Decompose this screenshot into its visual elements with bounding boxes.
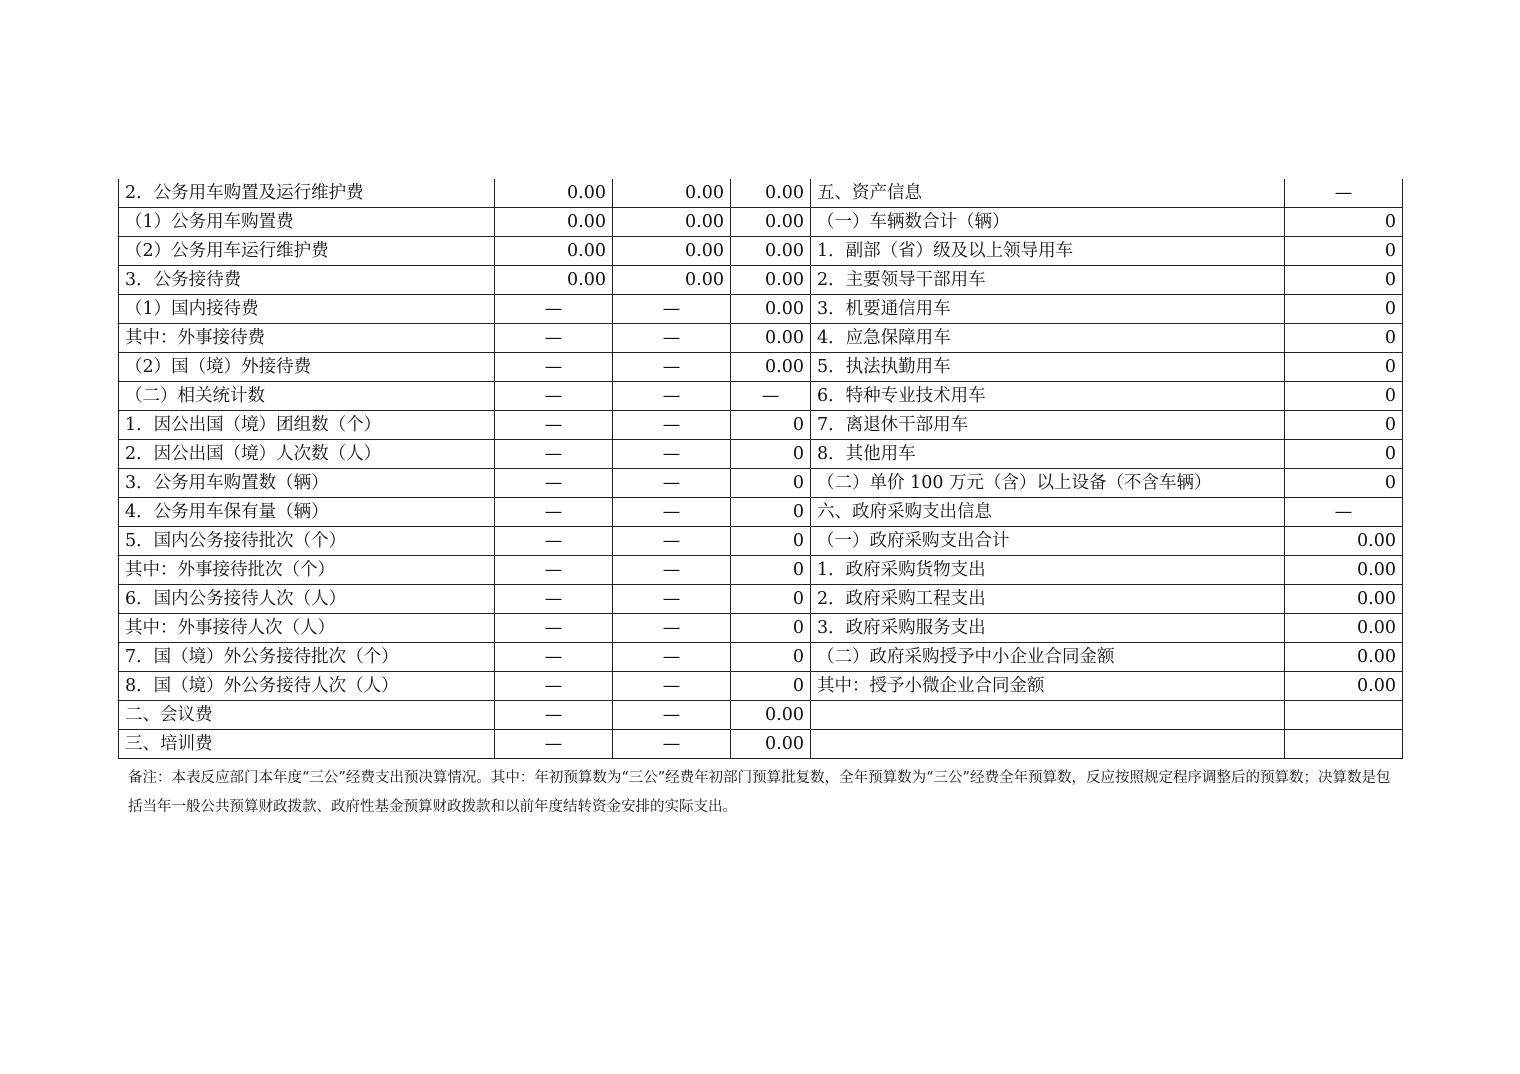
table-row xyxy=(119,614,1403,643)
budget-table xyxy=(118,179,1403,759)
right-item-label: 其中：授予小微企业合同金额 xyxy=(811,672,1285,701)
right-item-label: 1．政府采购货物支出 xyxy=(811,556,1285,585)
left-item-label: 5．国内公务接待批次（个） xyxy=(119,527,495,556)
right-item-label: （一）政府采购支出合计 xyxy=(811,527,1285,556)
left-value-b: — xyxy=(613,672,731,701)
left-value-a: — xyxy=(495,730,613,759)
left-item-label: （1）公务用车购置费 xyxy=(119,208,495,237)
left-value-b: — xyxy=(613,556,731,585)
left-value-b: 0.00 xyxy=(613,237,731,266)
left-value-a: — xyxy=(495,295,613,324)
left-item-label: 3．公务接待费 xyxy=(119,266,495,295)
right-value: 0 xyxy=(1285,353,1403,382)
left-value-c: 0 xyxy=(731,556,811,585)
right-value: 0.00 xyxy=(1285,643,1403,672)
left-item-label: 3．公务用车购置数（辆） xyxy=(119,469,495,498)
left-value-b: — xyxy=(613,614,731,643)
table-row xyxy=(119,498,1403,527)
right-item-label: 3．机要通信用车 xyxy=(811,295,1285,324)
left-item-label: 其中：外事接待费 xyxy=(119,324,495,353)
left-value-c: 0 xyxy=(731,643,811,672)
right-value: 0 xyxy=(1285,324,1403,353)
table-row xyxy=(119,295,1403,324)
right-item-label: 6．特种专业技术用车 xyxy=(811,382,1285,411)
left-item-label: （二）相关统计数 xyxy=(119,382,495,411)
left-value-c: 0.00 xyxy=(731,353,811,382)
right-item-label: 7．离退休干部用车 xyxy=(811,411,1285,440)
right-item-label xyxy=(811,730,1285,759)
right-item-label: 2．政府采购工程支出 xyxy=(811,585,1285,614)
left-item-label: 二、会议费 xyxy=(119,701,495,730)
right-value: 0 xyxy=(1285,266,1403,295)
left-value-a: — xyxy=(495,469,613,498)
left-item-label: 其中：外事接待人次（人） xyxy=(119,614,495,643)
right-value: 0 xyxy=(1285,440,1403,469)
right-value: 0 xyxy=(1285,295,1403,324)
right-value: 0.00 xyxy=(1285,556,1403,585)
left-value-a: — xyxy=(495,527,613,556)
left-value-c: 0 xyxy=(731,672,811,701)
left-value-b: — xyxy=(613,730,731,759)
left-value-b: — xyxy=(613,353,731,382)
right-value: 0.00 xyxy=(1285,527,1403,556)
left-value-c: 0.00 xyxy=(731,324,811,353)
right-item-label: 2．主要领导干部用车 xyxy=(811,266,1285,295)
left-value-c: 0 xyxy=(731,498,811,527)
left-value-c: 0 xyxy=(731,585,811,614)
left-value-c: 0.00 xyxy=(731,266,811,295)
table-row xyxy=(119,701,1403,730)
table-footnote: 备注：本表反应部门本年度“三公”经费支出预决算情况。其中：年初预算数为“三公”经费年初部门预算批复数，全年预算数为“三公”经费全年预算数，反应按照规定程序调整后的预算数；决算数是包括当年一般公共预算财政拨款、政府性基金预算财政拨款和以前年度结转资金安排的实际支出。 xyxy=(128,770,1391,815)
left-value-b: — xyxy=(613,527,731,556)
left-value-b: — xyxy=(613,440,731,469)
left-item-label: 2．因公出国（境）人次数（人） xyxy=(119,440,495,469)
right-item-label: 1．副部（省）级及以上领导用车 xyxy=(811,237,1285,266)
left-value-a: — xyxy=(495,643,613,672)
left-value-b: — xyxy=(613,411,731,440)
left-value-c: 0 xyxy=(731,440,811,469)
table-row xyxy=(119,440,1403,469)
table-row xyxy=(119,266,1403,295)
left-value-c: 0.00 xyxy=(731,295,811,324)
left-value-b: — xyxy=(613,324,731,353)
left-value-b: — xyxy=(613,295,731,324)
table-row xyxy=(119,730,1403,759)
left-item-label: 其中：外事接待批次（个） xyxy=(119,556,495,585)
left-value-a: — xyxy=(495,614,613,643)
table-row xyxy=(119,411,1403,440)
left-value-c: 0.00 xyxy=(731,701,811,730)
right-value: 0.00 xyxy=(1285,585,1403,614)
left-value-a: — xyxy=(495,440,613,469)
table-row xyxy=(119,527,1403,556)
table-row xyxy=(119,585,1403,614)
right-item-label: 3．政府采购服务支出 xyxy=(811,614,1285,643)
left-item-label: （2）国（境）外接待费 xyxy=(119,353,495,382)
left-value-a: 0.00 xyxy=(495,237,613,266)
left-item-label: 8．国（境）外公务接待人次（人） xyxy=(119,672,495,701)
table-row xyxy=(119,382,1403,411)
right-item-label: 8．其他用车 xyxy=(811,440,1285,469)
table-row xyxy=(119,643,1403,672)
right-value xyxy=(1285,730,1403,759)
left-item-label: 4．公务用车保有量（辆） xyxy=(119,498,495,527)
right-item-label xyxy=(811,701,1285,730)
left-value-a: — xyxy=(495,324,613,353)
left-value-c: 0.00 xyxy=(731,237,811,266)
left-value-a: — xyxy=(495,672,613,701)
left-item-label: 2．公务用车购置及运行维护费 xyxy=(119,179,495,208)
left-item-label: （2）公务用车运行维护费 xyxy=(119,237,495,266)
table-row xyxy=(119,179,1403,208)
table-row xyxy=(119,556,1403,585)
right-value: 0 xyxy=(1285,411,1403,440)
left-value-c: 0.00 xyxy=(731,730,811,759)
right-item-label: （二）单价 100 万元（含）以上设备（不含车辆） xyxy=(811,469,1285,498)
table-row xyxy=(119,469,1403,498)
left-item-label: 三、培训费 xyxy=(119,730,495,759)
right-item-label: （一）车辆数合计（辆） xyxy=(811,208,1285,237)
table-row xyxy=(119,672,1403,701)
left-value-b: 0.00 xyxy=(613,266,731,295)
left-value-a: 0.00 xyxy=(495,179,613,208)
right-value: 0 xyxy=(1285,382,1403,411)
right-value: 0.00 xyxy=(1285,672,1403,701)
left-value-b: — xyxy=(613,701,731,730)
left-value-a: — xyxy=(495,382,613,411)
table-row xyxy=(119,324,1403,353)
left-value-a: — xyxy=(495,353,613,382)
left-value-b: 0.00 xyxy=(613,208,731,237)
right-value: 0 xyxy=(1285,469,1403,498)
left-value-b: — xyxy=(613,469,731,498)
left-value-a: — xyxy=(495,585,613,614)
right-value: 0 xyxy=(1285,237,1403,266)
left-value-c: 0 xyxy=(731,411,811,440)
left-value-b: — xyxy=(613,643,731,672)
right-value: — xyxy=(1285,498,1403,527)
left-value-c: 0.00 xyxy=(731,208,811,237)
left-item-label: （1）国内接待费 xyxy=(119,295,495,324)
right-value xyxy=(1285,701,1403,730)
right-item-label: 六、政府采购支出信息 xyxy=(811,498,1285,527)
right-item-label: 4．应急保障用车 xyxy=(811,324,1285,353)
left-value-a: — xyxy=(495,411,613,440)
left-value-b: — xyxy=(613,498,731,527)
left-value-b: — xyxy=(613,382,731,411)
left-value-c: 0 xyxy=(731,469,811,498)
left-value-a: 0.00 xyxy=(495,208,613,237)
left-value-a: — xyxy=(495,498,613,527)
left-value-b: — xyxy=(613,585,731,614)
left-value-c: 0 xyxy=(731,614,811,643)
right-item-label: 5．执法执勤用车 xyxy=(811,353,1285,382)
table-row xyxy=(119,208,1403,237)
left-value-a: — xyxy=(495,556,613,585)
table-row xyxy=(119,237,1403,266)
right-item-label: （二）政府采购授予中小企业合同金额 xyxy=(811,643,1285,672)
budget-table-body xyxy=(119,179,1403,759)
left-item-label: 1．因公出国（境）团组数（个） xyxy=(119,411,495,440)
right-value: 0.00 xyxy=(1285,614,1403,643)
left-item-label: 6．国内公务接待人次（人） xyxy=(119,585,495,614)
left-value-c: — xyxy=(731,382,811,411)
left-value-a: — xyxy=(495,701,613,730)
table-row xyxy=(119,353,1403,382)
right-item-label: 五、资产信息 xyxy=(811,179,1285,208)
right-value: — xyxy=(1285,179,1403,208)
left-value-a: 0.00 xyxy=(495,266,613,295)
left-value-c: 0 xyxy=(731,527,811,556)
left-value-b: 0.00 xyxy=(613,179,731,208)
right-value: 0 xyxy=(1285,208,1403,237)
left-value-c: 0.00 xyxy=(731,179,811,208)
left-item-label: 7．国（境）外公务接待批次（个） xyxy=(119,643,495,672)
